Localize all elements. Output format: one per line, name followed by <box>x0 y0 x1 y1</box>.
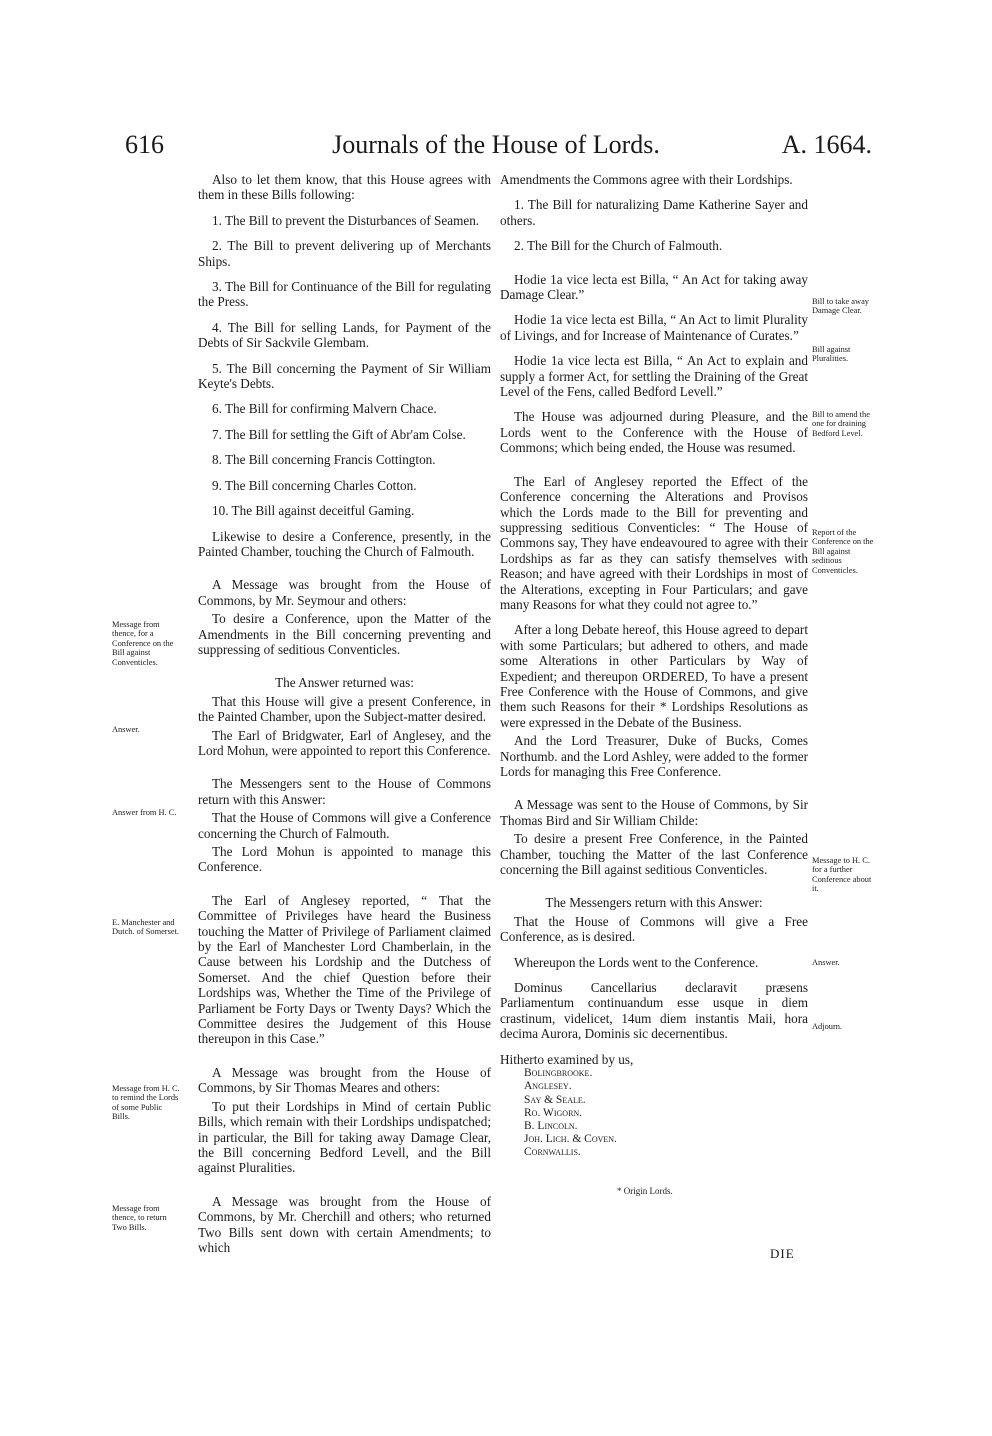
paragraph: A Message was brought from the House of Commons, by Mr. Cherchill and others; who returned Two Bills sent down with certain Amendments; to which <box>198 1193 491 1255</box>
margin-note: Answer from H. C. <box>112 808 177 817</box>
margin-note: Message from thence, to return Two Bills. <box>112 1204 167 1232</box>
paragraph: That the House of Commons will give a Conference concerning the Church of Falmouth. <box>198 810 491 841</box>
paragraph: 4. The Bill for selling Lands, for Payment of the Debts of Sir Sackvile Glembam. <box>198 319 491 351</box>
paragraph: Whereupon the Lords went to the Conference. <box>514 954 759 970</box>
paragraph: The Messengers return with this Answer: <box>545 895 763 911</box>
paragraph: A Message was sent to the House of Commons, by Sir Thomas Bird and Sir William Childe: <box>500 797 808 828</box>
margin-note: Bill against Pluralities. <box>812 345 851 364</box>
margin-note: Bill to take away Damage Clear. <box>812 297 869 316</box>
paragraph: 1. The Bill for naturalizing Dame Katherine Sayer and others. <box>500 197 808 228</box>
paragraph: 3. The Bill for Continuance of the Bill for regulating the Press. <box>198 279 491 310</box>
paragraph: The Earl of Anglesey reported the Effect of the Conference concerning the Alterations and Provisos which the Lords made to the Bill for preventing and suppressing seditious Conventicles: “ The House of Commons say, They have endeavoured to agree with their Lordships as far as they can satisfy themselves with Reason; and have agreed with their Lordships in most of the Alterations, excepting in Four Particulars; and gave many Reasons for what they could not agree to.” <box>500 473 808 612</box>
signature-name: Cornwallis. <box>524 1146 581 1159</box>
paragraph: That the House of Commons will give a Free Conference, as is desired. <box>500 913 808 945</box>
running-header <box>0 130 992 170</box>
page-year: A. 1664. <box>781 130 872 159</box>
paragraph: 9. The Bill concerning Charles Cotton. <box>212 477 417 493</box>
signature-name: Bolingbrooke. <box>524 1067 593 1080</box>
paragraph: 5. The Bill concerning the Payment of Sir William Keyte's Debts. <box>198 360 491 392</box>
paragraph: 1. The Bill to prevent the Disturbances of Seamen. <box>212 212 480 228</box>
right-column <box>500 172 808 1160</box>
catchword: DIE <box>770 1246 795 1261</box>
paragraph: 6. The Bill for confirming Malvern Chace. <box>212 401 437 417</box>
page-number: 616 <box>125 130 164 159</box>
paragraph: The Lord Mohun is appointed to manage this Conference. <box>198 844 491 875</box>
margin-note: Adjourn. <box>812 1022 843 1031</box>
paragraph: And the Lord Treasurer, Duke of Bucks, Comes Northumb. and the Lord Ashley, were added to the former Lords for managing this Free Conference. <box>500 733 808 779</box>
margin-note: Report of the Conference on the Bill against seditious Conventicles. <box>812 528 874 575</box>
paragraph: 8. The Bill concerning Francis Cottington. <box>212 452 436 468</box>
paragraph: 7. The Bill for settling the Gift of Abr'am Colse. <box>212 426 466 442</box>
signature-block <box>500 1052 808 1160</box>
paragraph: The Answer returned was: <box>275 675 414 691</box>
paragraph: To desire a Conference, upon the Matter of the Amendments in the Bill concerning preventing and suppressing of seditious Conventicles. <box>198 611 491 657</box>
margin-note: Message from thence, for a Conference on the Bill against Conventicles. <box>112 620 174 667</box>
margin-note: Answer. <box>112 725 140 734</box>
signature-name: Joh. Lich. & Coven. <box>524 1133 617 1146</box>
margin-note: Answer. <box>812 958 840 967</box>
margin-note: E. Manchester and Dutch. of Somerset. <box>112 918 179 937</box>
paragraph: Dominus Cancellarius declaravit præsens Parliamentum continuandum esse usque in diem crastinum, videlicet, 14um diem instantis Maii, hora decima Aurora, Dominis sic decernentibus. <box>500 980 808 1042</box>
paragraph: The Earl of Bridgwater, Earl of Anglesey, and the Lord Mohun, were appointed to report this Conference. <box>198 727 491 758</box>
paragraph: Amendments the Commons agree with their Lordships. <box>500 172 793 187</box>
margin-note: Message to H. C. for a further Conference about it. <box>812 856 872 894</box>
paragraph: To desire a present Free Conference, in the Painted Chamber, touching the Matter of the last Conference concerning the Bill against seditious Conventicles. <box>500 831 808 878</box>
signature-name: Say & Seale. <box>524 1093 586 1106</box>
paragraph: Hodie 1a vice lecta est Billa, “ An Act to limit Plurality of Livings, and for Increase of Maintenance of Curates.” <box>500 312 808 343</box>
paragraph: The Messengers sent to the House of Commons return with this Answer: <box>198 776 491 807</box>
paragraph: After a long Debate hereof, this House agreed to depart with some Particulars; but adhered to others, and made some Alterations in other Particulars by Way of Expedient; and thereupon ORDERED, To have a present Free Conference with the House of Commons, and give them such Reasons for their * Lordships Resolutions as were expressed in the Debate of the Business. <box>500 622 808 730</box>
paragraph: The House was adjourned during Pleasure, and the Lords went to the Conference with the House of Commons; which being ended, the House was resumed. <box>500 409 808 456</box>
paragraph: Hodie 1a vice lecta est Billa, “ An Act to explain and supply a former Act, for settling the Draining of the Great Level of the Fens, called Bedford Levell.” <box>500 353 808 400</box>
signature-name: B. Lincoln. <box>524 1119 578 1132</box>
paragraph: That this House will give a present Conference, in the Painted Chamber, upon the Subject-matter desired. <box>198 693 491 725</box>
paragraph: Also to let them know, that this House agrees with them in these Bills following: <box>198 172 491 203</box>
paragraph: 10. The Bill against deceitful Gaming. <box>212 503 415 519</box>
paragraph: To put their Lordships in Mind of certain Public Bills, which remain with their Lordships undispatched; in particular, the Bill for taking away Damage Clear, the Bill concerning Bedford Levell, and the Bill against Pluralities. <box>198 1098 491 1176</box>
footnote: * Origin Lords. <box>617 1186 673 1196</box>
paragraph: A Message was brought from the House of Commons, by Mr. Seymour and others: <box>198 577 491 608</box>
signature-name: Ro. Wigorn. <box>524 1106 583 1119</box>
page-title: Journals of the House of Lords. <box>332 130 660 159</box>
paragraph: 2. The Bill for the Church of Falmouth. <box>514 238 723 254</box>
margin-note: Bill to amend the one for draining Bedford Level. <box>812 410 870 438</box>
signature-name: Anglesey. <box>524 1080 572 1093</box>
paragraph: Likewise to desire a Conference, presently, in the Painted Chamber, touching the Church of Falmouth. <box>198 528 491 559</box>
paragraph: A Message was brought from the House of Commons, by Sir Thomas Meares and others: <box>198 1064 491 1096</box>
paragraph: The Earl of Anglesey reported, “ That the Committee of Privileges have heard the Business touching the Matter of Privilege of Parliament claimed by the Earl of Manchester Lord Chamberlain, in the Cause between his Lordship and the Dutchess of Somerset. And the chief Question before their Lordships was, Whether the Time of the Privilege of Parliament be Forty Days or Twenty Days? Which the Committee desires the Judgement of this House thereupon in this Case.” <box>198 892 491 1047</box>
paragraph: 2. The Bill to prevent delivering up of Merchants Ships. <box>198 238 491 269</box>
signature-intro: Hitherto examined by us, <box>500 1051 634 1067</box>
left-column <box>198 172 491 1265</box>
margin-note: Message from H. C. to remind the Lords of some Public Bills. <box>112 1084 180 1122</box>
paragraph: Hodie 1a vice lecta est Billa, “ An Act for taking away Damage Clear.” <box>500 271 808 303</box>
